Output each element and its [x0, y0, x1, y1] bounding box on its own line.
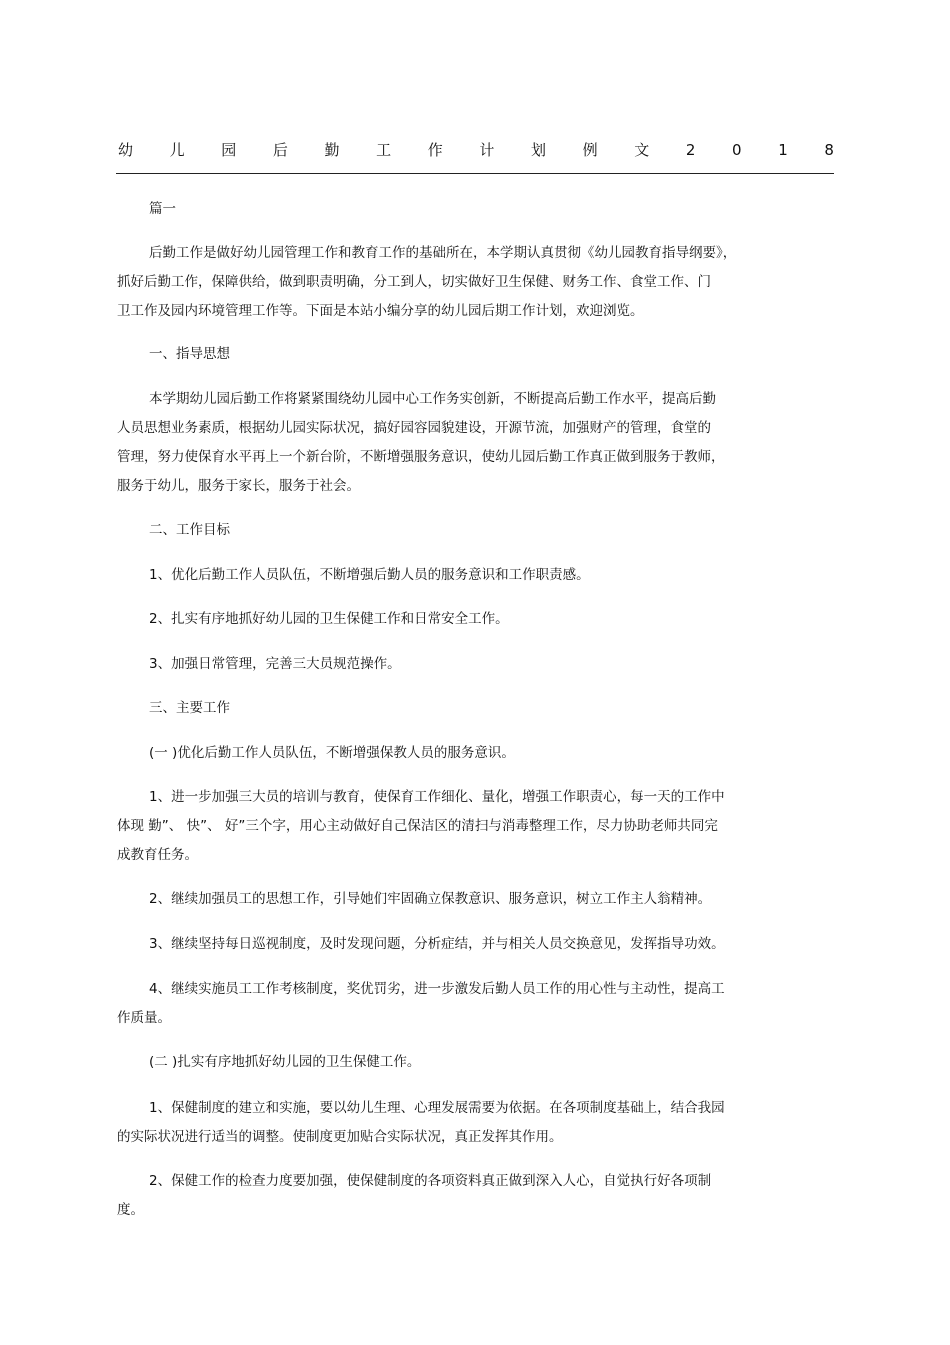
list-item: [117, 975, 777, 1033]
text-line: 抓好后勤工作，保障供给，做到职责明确，分工到人，切实做好卫生保健、财务工作、食堂工作、门: [117, 274, 711, 290]
text-line: 1、进一步加强三大员的培训与教育，使保育工作细化、量化，增强工作职责心，每一天的工作中: [149, 789, 725, 805]
title-char: 作: [427, 141, 443, 159]
text-line: 篇一: [149, 201, 176, 217]
text-line: (二 )扎实有序地抓好幼儿园的卫生保健工作。: [149, 1054, 421, 1070]
title-char: 文: [634, 141, 650, 159]
text-line: 3、加强日常管理，完善三大员规范操作。: [149, 656, 401, 672]
section-heading: [117, 694, 777, 723]
title-char: 例: [582, 141, 598, 159]
body-paragraph: [117, 239, 777, 326]
text-line: 2、保健工作的检查力度要加强，使保健制度的各项资料真正做到深入人心，自觉执行好各项制: [149, 1173, 712, 1189]
body-paragraph: [117, 385, 777, 501]
text-line: 后勤工作是做好幼儿园管理工作和教育工作的基础所在，本学期认真贯彻《幼儿园教育指导纲要》，: [149, 245, 737, 261]
title-char: 幼: [118, 141, 134, 159]
title-char: 0: [732, 141, 742, 159]
text-line: 1、保健制度的建立和实施，要以幼儿生理、心理发展需要为依据。在各项制度基础上，结合我园: [149, 1100, 725, 1116]
title-divider: [116, 173, 834, 174]
section-label: [117, 195, 777, 224]
list-item: [117, 1094, 777, 1152]
text-line: 3、继续坚持每日巡视制度，及时发现问题，分析症结，并与相关人员交换意见，发挥指导功效。: [149, 936, 725, 952]
title-char: 8: [824, 141, 834, 159]
title-char: 儿: [169, 141, 185, 159]
title-char: 2: [685, 141, 696, 159]
text-line: 2、继续加强员工的思想工作，引导她们牢固确立保教意识、服务意识，树立工作主人翁精神。: [149, 891, 712, 907]
list-item: [117, 561, 777, 590]
list-item: [117, 650, 777, 679]
text-line: 1、优化后勤工作人员队伍，不断增强后勤人员的服务意识和工作职责感。: [149, 567, 590, 583]
list-item: [117, 885, 777, 914]
text-line: 4、继续实施员工工作考核制度，奖优罚劣，进一步激发后勤人员工作的用心性与主动性，提高工: [149, 981, 725, 997]
text-line: (一 )优化后勤工作人员队伍，不断增强保教人员的服务意识。: [149, 745, 515, 761]
title-char: 勤: [324, 141, 340, 159]
section-heading: [117, 516, 777, 545]
list-item: [117, 605, 777, 634]
list-item: [117, 1167, 777, 1225]
text-line: 一、指导思想: [149, 346, 230, 362]
text-line: 服务于幼儿，服务于家长，服务于社会。: [117, 478, 360, 494]
text-line: 卫工作及园内环境管理工作等。下面是本站小编分享的幼儿园后期工作计划，欢迎浏览。: [117, 303, 644, 319]
text-line: 的实际状况进行适当的调整。使制度更加贴合实际状况，真正发挥其作用。: [117, 1129, 563, 1145]
text-line: 体现 勤”、 快”、 好”三个字，用心主动做好自己保洁区的清扫与消毒整理工作，尽力协助老师共同完: [117, 818, 718, 834]
title-char: 工: [376, 141, 392, 159]
text-line: 二、工作目标: [149, 522, 230, 538]
subsection-heading: [117, 1048, 777, 1077]
text-line: 人员思想业务素质，根据幼儿园实际状况，搞好园容园貌建设，开源节流，加强财产的管理，食堂的: [117, 420, 711, 436]
text-line: 2、扎实有序地抓好幼儿园的卫生保健工作和日常安全工作。: [149, 611, 509, 627]
title-char: 计: [479, 141, 495, 159]
text-line: 本学期幼儿园后勤工作将紧紧围绕幼儿园中心工作务实创新，不断提高后勤工作水平，提高后勤: [149, 391, 716, 407]
text-line: 管理，努力使保育水平再上一个新台阶，不断增强服务意识，使幼儿园后勤工作真正做到服务于教师，: [117, 449, 725, 465]
text-line: 作质量。: [117, 1010, 171, 1026]
title-char: 1: [778, 141, 788, 159]
list-item: [117, 930, 777, 959]
title-char: 划: [531, 141, 547, 159]
text-line: 度。: [117, 1202, 144, 1218]
text-line: 三、主要工作: [149, 700, 230, 716]
title-char: 园: [221, 141, 237, 159]
list-item: [117, 783, 777, 870]
document-title: [118, 140, 834, 160]
text-line: 成教育任务。: [117, 847, 198, 863]
section-heading: [117, 340, 777, 369]
subsection-heading: [117, 739, 777, 768]
title-char: 后: [272, 141, 288, 159]
